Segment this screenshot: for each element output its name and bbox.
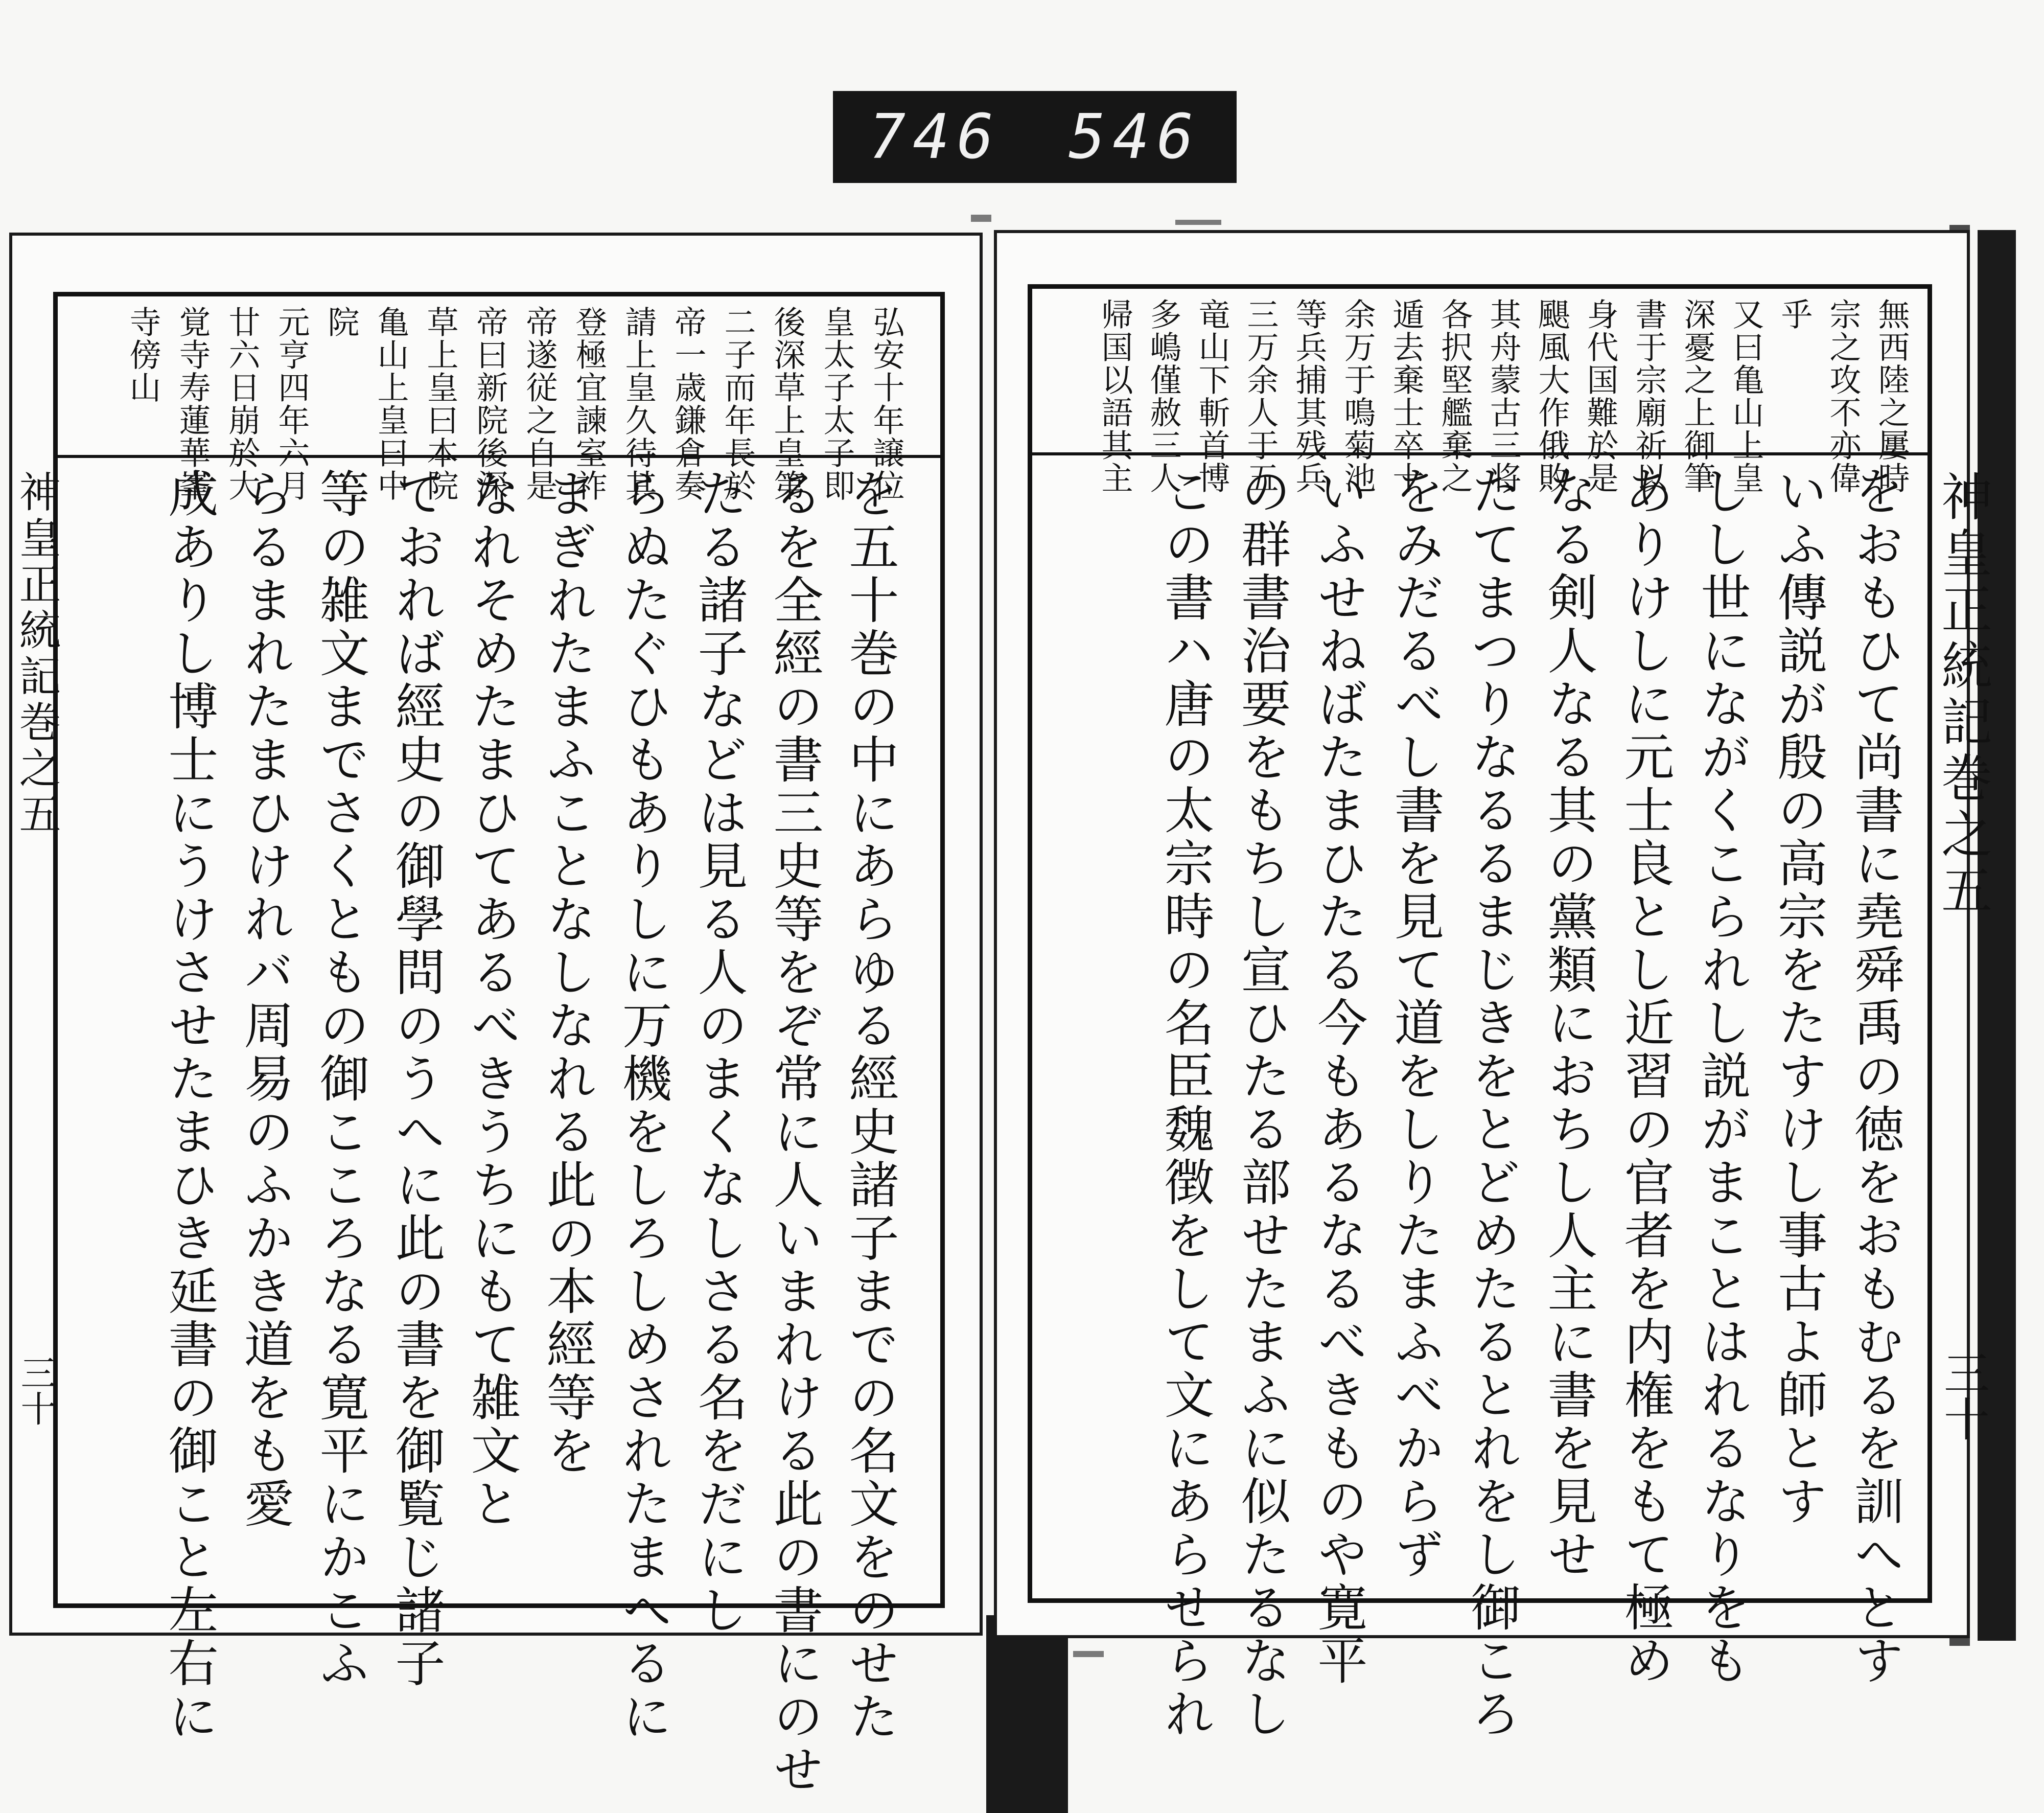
note-column: 乎 [1776,298,1813,331]
text-column: らるまれたまひけれバ周易のふかき道をも愛 [236,468,294,1531]
note-column: 後深草上皇第 [769,306,806,502]
scan-speck [1073,1651,1104,1657]
note-column: 其舟蒙古三将 [1484,298,1522,494]
right-margin-title: 神皇正統記巻之五 [1933,470,1992,920]
text-column: なる剣人なる其の黨類におちし人主に書を見せ [1539,465,1597,1581]
note-column: 弘安十年譲位 [868,306,905,502]
text-column: たる諸子などは見る人のまくなしさる名をだにし [689,468,748,1637]
left-margin-folio: 三十 [15,1355,57,1426]
note-column: 亀山上皇曰中 [372,306,409,502]
note-column: 宗之攻不亦偉 [1824,298,1862,494]
note-column: 廿六日崩於大 [223,306,261,502]
note-column: 深憂之上御筆 [1679,298,1716,494]
gutter-shadow [986,1615,1068,1813]
left-text-frame [53,292,945,1797]
text-column: ありけしに元士良とし近習の官者を内権をもて極め [1616,465,1674,1688]
text-column: らぬたぐひもありしに万機をしろしめされたまへるに [614,468,672,1743]
note-column: 帝遂従之自是 [521,306,558,502]
note-column: 無西陸之屢時 [1873,298,1910,494]
right-text-frame [1028,284,1932,1741]
note-column: 多嶋僅赦三人 [1145,298,1182,494]
note-column: 皇太子太子即 [818,306,855,502]
text-column: をおもひて尚書に堯舜禹の徳をおもむるを訓へとす [1846,465,1904,1688]
right-page [994,230,1970,1741]
note-column: 颶風大作俄敗 [1533,298,1570,494]
note-column: 元亨四年六月 [273,306,310,502]
text-column: を五十巻の中にあらゆる經史諸子までの名文をのせた [841,468,899,1743]
note-column: 覚寺寿蓮華峯 [174,306,211,502]
note-column: 余万于鳴菊池 [1339,298,1376,494]
note-column: 身代国難於是 [1582,298,1619,494]
text-column: なれそめたまひてあるべきうちにもて雑文と [462,468,521,1531]
text-column: 成ありし博士にうけさせたまひき延書の御こと左右に [160,468,218,1743]
text-column: の群書治要をもちし宣ひたる部せたまふに似たるなし [1233,465,1291,1741]
text-column: るを全經の書三史等をぞ常に人いまれける此の書にのせ [765,468,823,1797]
note-column: 登極宜諫室祚 [570,306,608,502]
text-column: 等の雑文までさくともの御こころなる寛平にかこふ [311,468,369,1690]
text-column: ておれば經史の御學問のうへに此の書を御覧じ諸子 [387,468,445,1690]
note-column: 又曰亀山上皇 [1727,298,1764,494]
note-column: 院 [322,306,360,338]
note-column: 請上皇久待其 [620,306,657,502]
frame-number-right: 546 [1069,101,1201,173]
note-column: 遁去棄士卒十 [1387,298,1425,494]
note-column: 二子而年長於 [719,306,756,502]
right-margin-folio: 三十 [1936,1349,1989,1441]
note-column: 帝曰新院後深 [471,306,508,502]
left-margin-title: 神皇正統記巻之五 [12,470,61,838]
note-column: 等兵捕其残兵 [1290,298,1328,494]
note-column: 各択堅艦棄之 [1436,298,1473,494]
frame-number-left: 746 [869,101,1001,173]
note-column: 寺傍山 [124,306,161,404]
text-column: たてまつりなるるまじきをとどめたるとれをし御ころ [1462,465,1521,1741]
note-column: 書于宗廟祈以 [1630,298,1667,494]
note-column: 帰国以語其主 [1096,298,1133,494]
text-column: この書ハ唐の太宗時の名臣魏徴をして文にあらせられ [1156,465,1214,1741]
note-column: 竜山下斬首博 [1193,298,1230,494]
scan-speck [971,215,991,222]
note-column: 帝一歳鎌倉奏 [669,306,707,502]
frame-number-plate [833,91,1237,183]
left-page [9,233,983,1797]
text-column: しし世にながくこられし説がまことはれるなりをも [1692,465,1751,1688]
scan-speck [1175,220,1221,225]
text-column: いふ傳説が殷の高宗をたすけし事古よ師とす [1769,465,1827,1528]
text-column: まぎれたまふことなしなれる此の本經等を [538,468,596,1478]
note-column: 草上皇曰本院 [422,306,459,502]
text-column: いふせねばたまひたる今もあるなるべきものや寛平 [1309,465,1367,1688]
note-column: 三万余人于五 [1242,298,1279,494]
text-column: をみだるべし書を見て道をしりたまふべからず [1386,465,1444,1581]
